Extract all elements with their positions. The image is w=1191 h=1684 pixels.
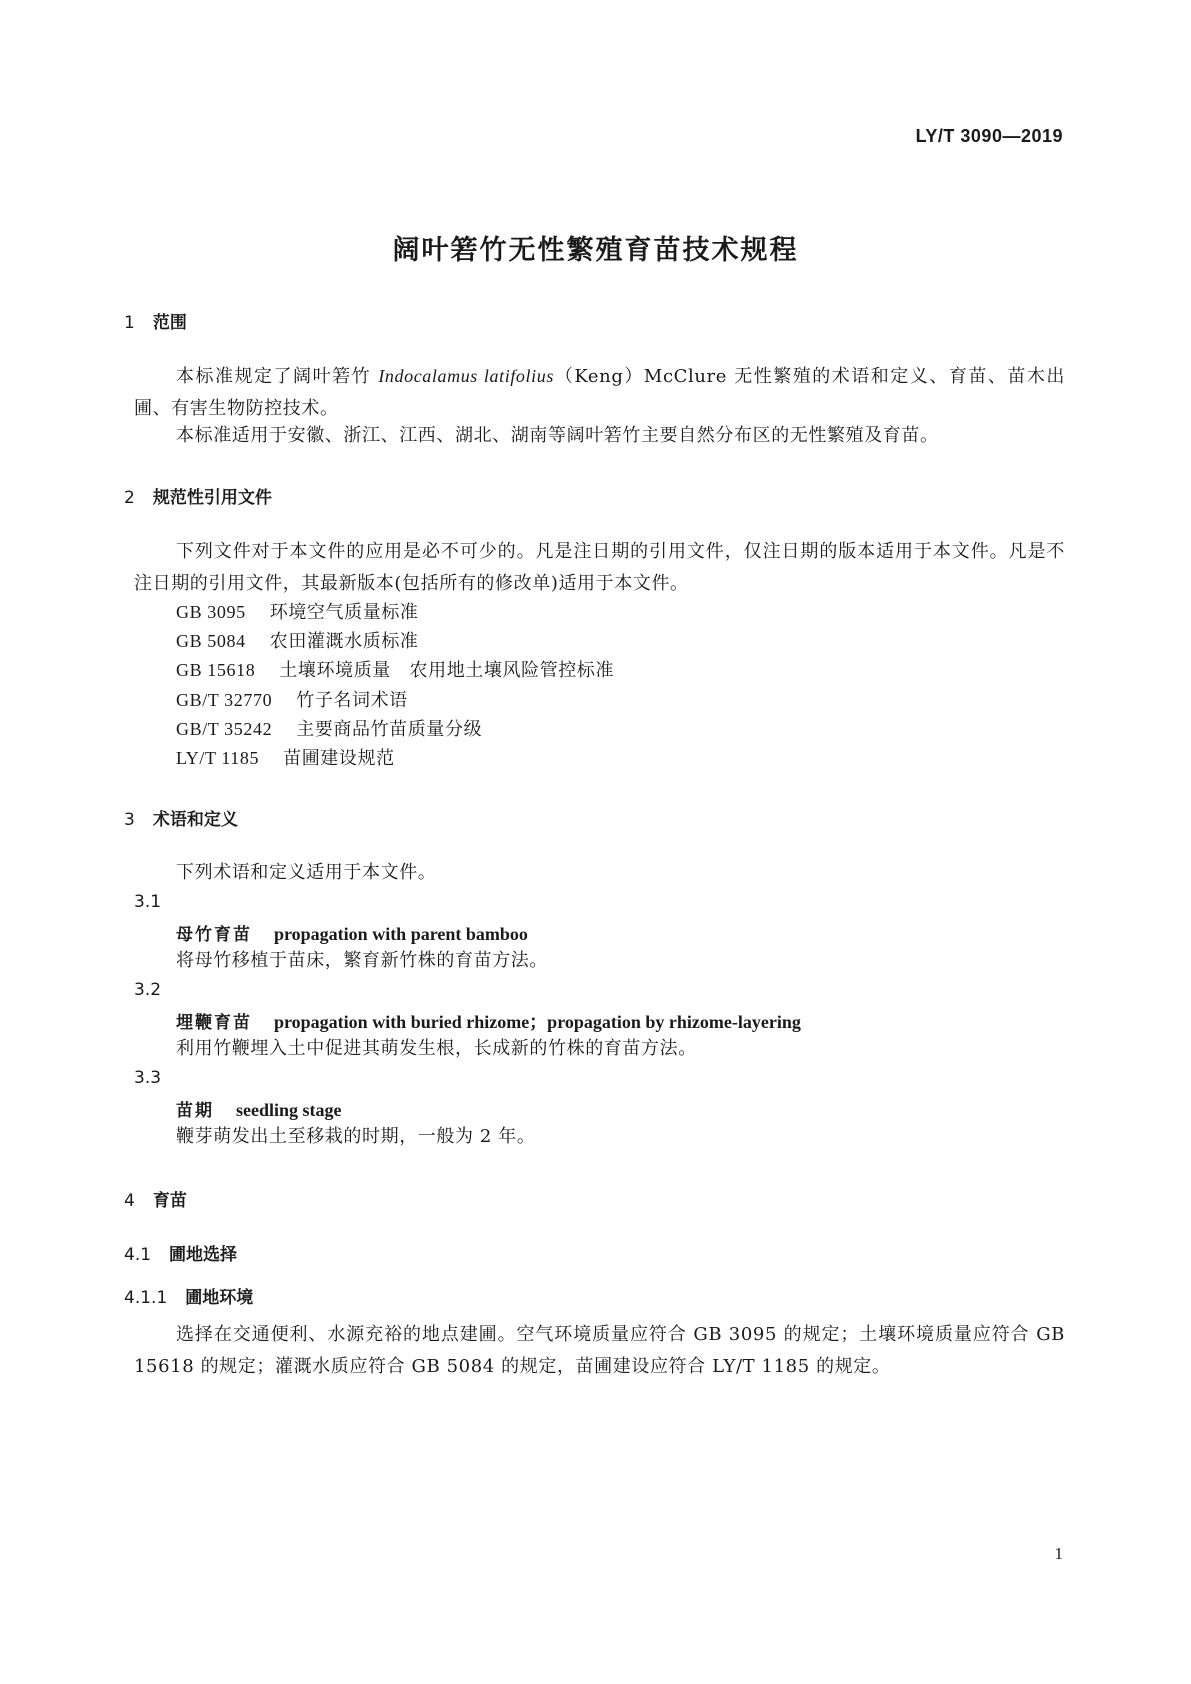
reference-item: [176, 654, 614, 687]
latin-name: Indocalamus latifolius: [378, 366, 554, 386]
section-title: 圃地选择: [169, 1245, 238, 1265]
scope-text: （Keng）McClure 无性繁殖的术语和定义、育苗、苗木出圃、有害生物防控技术。: [134, 366, 1065, 419]
section-number: 3: [124, 810, 135, 830]
term-zh: 母竹育苗: [176, 925, 252, 945]
section-number: 4.1.1: [124, 1288, 168, 1308]
subsection-4-1-heading: [124, 1240, 237, 1265]
section-1-heading: [124, 308, 187, 333]
reference-name: 主要商品竹苗质量分级: [296, 719, 483, 740]
section-number: 4: [124, 1191, 135, 1211]
subsection-4-1-1-heading: [124, 1283, 253, 1308]
term-definition: 鞭芽萌发出土至移栽的时期，一般为 2 年。: [176, 1126, 536, 1147]
term-en: propagation with parent bamboo: [274, 924, 528, 944]
section-title: 规范性引用文件: [152, 488, 272, 508]
scope-text: 本标准规定了阔叶箬竹: [176, 366, 379, 387]
standard-code: LY/T 3090—2019: [915, 126, 1063, 146]
term-heading: [176, 920, 528, 945]
term-definition: 将母竹移植于苗床，繁育新竹株的育苗方法。: [176, 950, 548, 971]
term-definition: 利用竹鞭埋入土中促进其萌发生根，长成新的竹株的育苗方法。: [176, 1038, 697, 1059]
reference-code: GB 5084: [176, 631, 246, 651]
reference-code: GB/T 35242: [176, 719, 273, 739]
section-title: 术语和定义: [152, 810, 238, 830]
reference-name: 竹子名词术语: [296, 690, 408, 711]
nursery-environment-paragraph: 选择在交通便利、水源充裕的地点建圃。空气环境质量应符合 GB 3095 的规定；土壤环境质量应符合 GB 15618 的规定；灌溉水质应符合 GB 5084 的规定，苗圃建设应符合 LY/T 1185 的规定。: [134, 1324, 1065, 1377]
page-number: 1: [1054, 1544, 1063, 1563]
term-heading: [176, 1096, 342, 1121]
scope-paragraph-2: 本标准适用于安徽、浙江、江西、湖北、湖南等阔叶箬竹主要自然分布区的无性繁殖及育苗。: [176, 425, 939, 446]
section-number: 2: [124, 488, 135, 508]
reference-code: GB 15618: [176, 660, 256, 680]
references-intro: 下列文件对于本文件的应用是必不可少的。凡是注日期的引用文件，仅注日期的版本适用于本文件。凡是不注日期的引用文件，其最新版本(包括所有的修改单)适用于本文件。: [134, 541, 1065, 594]
term-en: seedling stage: [236, 1100, 342, 1120]
section-3-heading: [124, 805, 238, 830]
term-heading: [176, 1008, 801, 1034]
reference-code: GB/T 32770: [176, 690, 273, 710]
section-4-heading: [124, 1186, 187, 1211]
section-number: 1: [124, 313, 135, 333]
reference-item: [176, 742, 395, 775]
term-zh: 苗期: [176, 1101, 214, 1121]
term-en: propagation with buried rhizome；propagation by rhizome-layering: [274, 1012, 801, 1032]
terms-intro: 下列术语和定义适用于本文件。: [176, 862, 437, 883]
section-number: 4.1: [124, 1245, 152, 1265]
section-title: 圃地环境: [185, 1288, 254, 1308]
document-title: 阔叶箬竹无性繁殖育苗技术规程: [392, 235, 799, 266]
scope-paragraph-1: [134, 360, 1065, 425]
section-title: 育苗: [152, 1191, 187, 1211]
reference-name: 环境空气质量标准: [269, 602, 419, 623]
reference-code: GB 3095: [176, 602, 246, 622]
term-zh: 埋鞭育苗: [176, 1013, 252, 1033]
reference-name: 农田灌溉水质标准: [269, 631, 419, 652]
term-number: 3.1: [134, 892, 162, 912]
section-2-heading: [124, 483, 272, 508]
term-number: 3.3: [134, 1068, 162, 1088]
reference-code: LY/T 1185: [176, 748, 260, 768]
reference-name: 苗圃建设规范: [283, 748, 395, 769]
term-number: 3.2: [134, 980, 162, 1000]
reference-name: 土壤环境质量 农用地土壤风险管控标准: [279, 660, 615, 681]
section-title: 范围: [152, 313, 187, 333]
